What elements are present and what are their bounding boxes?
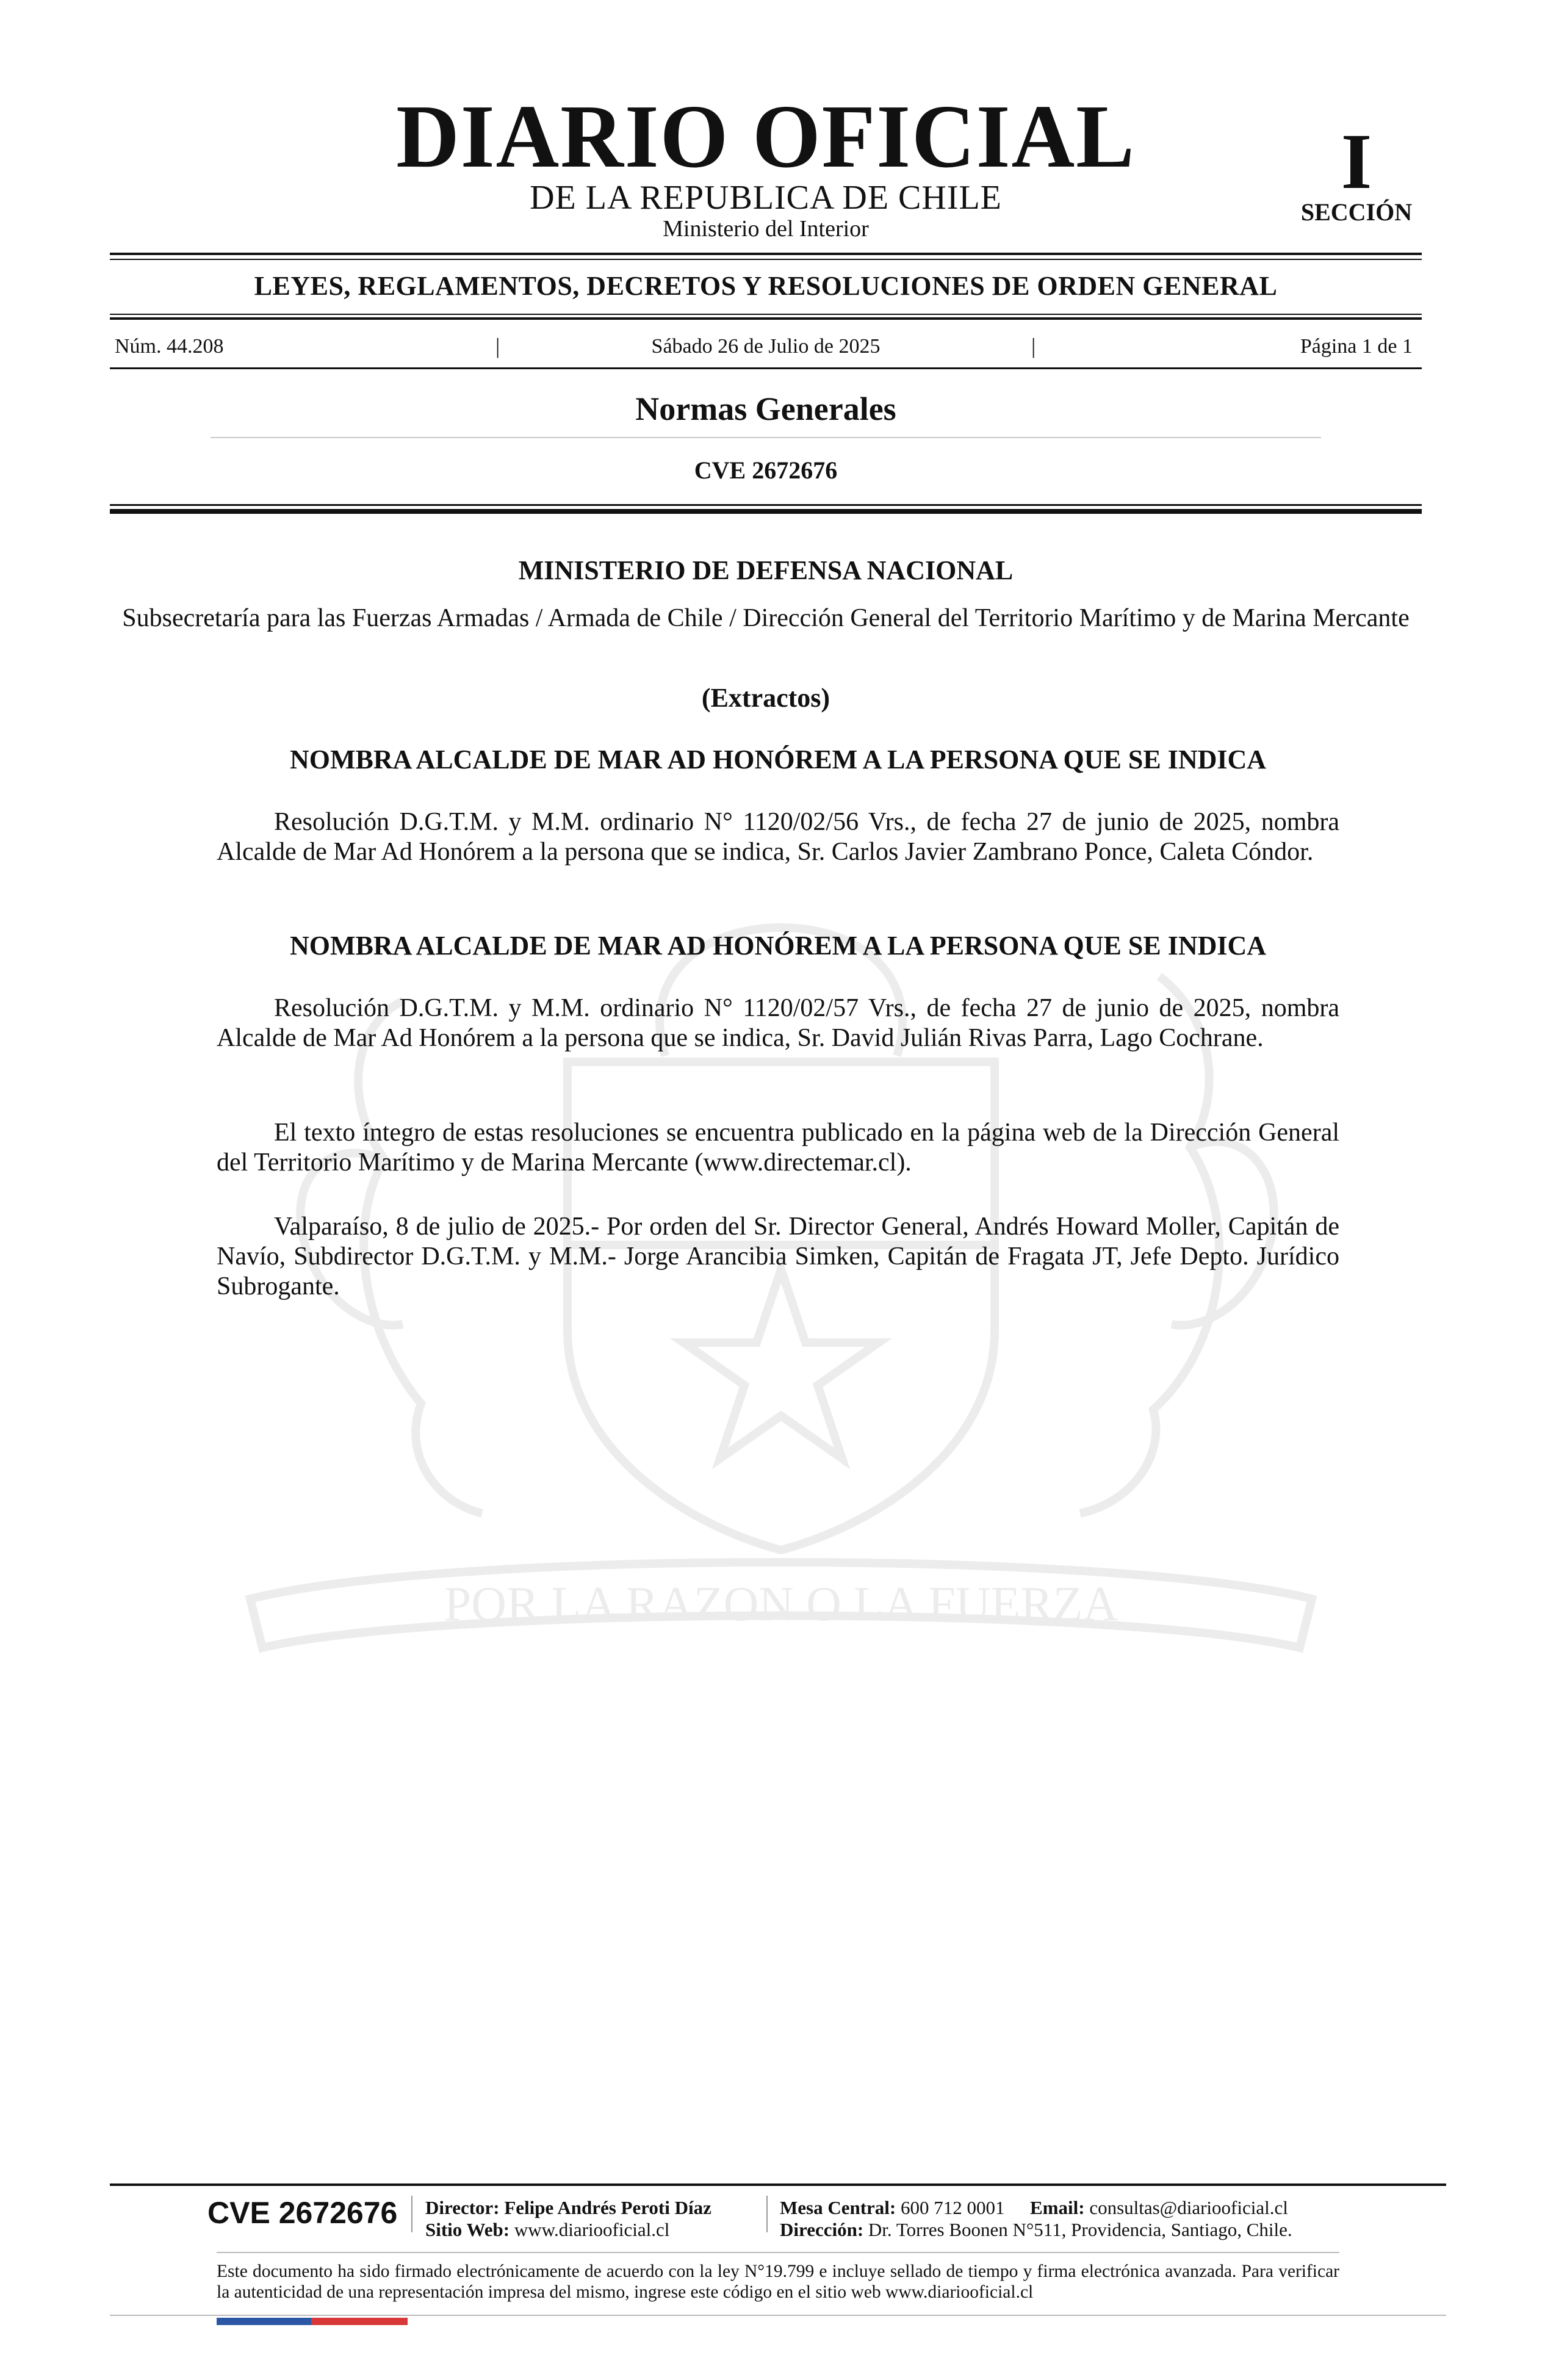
footer-separator (766, 2196, 768, 2232)
website-link[interactable]: www.diariooficial.cl (514, 2219, 670, 2240)
issue-number: Núm. 44.208 (115, 335, 224, 358)
masthead-rule-thin (110, 259, 1422, 260)
masthead-ministry: Ministerio del Interior (663, 216, 869, 242)
category-rule-thick (110, 317, 1422, 320)
phone-number: 600 712 0001 (901, 2197, 1005, 2218)
publication-note: El texto íntegro de estas resoluciones se encuentra publicado en la página web de la Dirección General del Territorio Marítimo y de Marina Mercante (www.directemar.cl). (217, 1119, 1339, 1177)
footer-legal-note: Este documento ha sido firmado electrónicamente de acuerdo con la ley N°19.799 e incluye sellado de tiempo y firma electrónica avanzada. Para verificar la autenticidad de una representación impresa del mismo, ingrese este código en el sitio web www.diariooficial.cl (217, 2262, 1339, 2302)
subsecretaria: Subsecretaría para las Fuerzas Armadas / Armada de Chile / Dirección General del Territorio Marítimo y de Marina Mercante (122, 604, 1410, 632)
footer-address (780, 2220, 1292, 2239)
issue-rule (110, 367, 1422, 369)
page-counter: Página 1 de 1 (1300, 335, 1413, 358)
section-label: SECCIÓN (1300, 198, 1413, 226)
header-rule-thick (110, 509, 1422, 514)
extracts-label: (Extractos) (701, 683, 830, 713)
header-rule-thin (110, 504, 1422, 506)
category-rule-thin (110, 314, 1422, 315)
director-name: Felipe Andrés Peroti Díaz (504, 2197, 711, 2218)
address-value: Dr. Torres Boonen N°511, Providencia, Santiago, Chile. (868, 2219, 1292, 2240)
issue-separator: | (1031, 334, 1036, 358)
ministry-name: MINISTERIO DE DEFENSA NACIONAL (518, 555, 1014, 585)
director-label: Director: (425, 2197, 500, 2218)
cve-code: CVE 2672676 (694, 456, 838, 484)
resolution-heading: NOMBRA ALCALDE DE MAR AD HONÓREM A LA PERSONA QUE SE INDICA (289, 745, 1267, 774)
signature-block: Valparaíso, 8 de julio de 2025.- Por orden del Sr. Director General, Andrés Howard Moller, Capitán de Navío, Subdirector D.G.T.M. y M.M.- Jorge Arancibia Simken, Capitán de Fragata JT, Jefe Depto. Jurídico Subrogante. (217, 1213, 1339, 1300)
phone-label: Mesa Central: (780, 2197, 896, 2218)
footer-divider (217, 2252, 1339, 2253)
website-label: Sitio Web: (425, 2219, 510, 2240)
footer-separator (411, 2196, 412, 2232)
footer-bottom-rule (110, 2315, 1446, 2316)
resolution-heading: NOMBRA ALCALDE DE MAR AD HONÓREM A LA PERSONA QUE SE INDICA (289, 931, 1267, 961)
resolution-paragraph: Resolución D.G.T.M. y M.M. ordinario N° 1120/02/57 Vrs., de fecha 27 de junio de 2025, nombra Alcalde de Mar Ad Honórem a la persona que se indica, Sr. David Julián Rivas Parra, Lago Cochrane. (217, 994, 1339, 1052)
watermark-motto: POR LA RAZON O LA FUERZA (444, 1578, 1118, 1631)
issue-date: Sábado 26 de Julio de 2025 (651, 335, 881, 358)
address-label: Dirección: (780, 2219, 864, 2240)
resolution-paragraph: Resolución D.G.T.M. y M.M. ordinario N° 1120/02/56 Vrs., de fecha 27 de junio de 2025, nombra Alcalde de Mar Ad Honórem a la persona que se indica, Sr. Carlos Javier Zambrano Ponce, Caleta Cóndor. (217, 808, 1339, 866)
flag-stripe-blue (217, 2318, 311, 2325)
section-numeral: I (1341, 118, 1372, 206)
footer-contact (780, 2198, 1288, 2217)
norms-title: Normas Generales (635, 391, 896, 427)
masthead-rule-thick (110, 253, 1422, 255)
footer-website (425, 2220, 669, 2239)
newspaper-title: DIARIO OFICIAL (396, 87, 1136, 187)
footer-director (425, 2198, 711, 2217)
flag-stripe-red (311, 2318, 408, 2325)
email-link[interactable]: consultas@diariooficial.cl (1089, 2197, 1288, 2218)
footer-cve-code: CVE 2672676 (207, 2196, 398, 2230)
category-heading: LEYES, REGLAMENTOS, DECRETOS Y RESOLUCIONES DE ORDEN GENERAL (254, 271, 1278, 301)
email-label: Email: (1030, 2197, 1085, 2218)
norms-divider (211, 437, 1321, 438)
newspaper-subtitle: DE LA REPUBLICA DE CHILE (530, 179, 1002, 217)
footer-rule (110, 2183, 1446, 2186)
issue-separator: | (495, 334, 500, 358)
